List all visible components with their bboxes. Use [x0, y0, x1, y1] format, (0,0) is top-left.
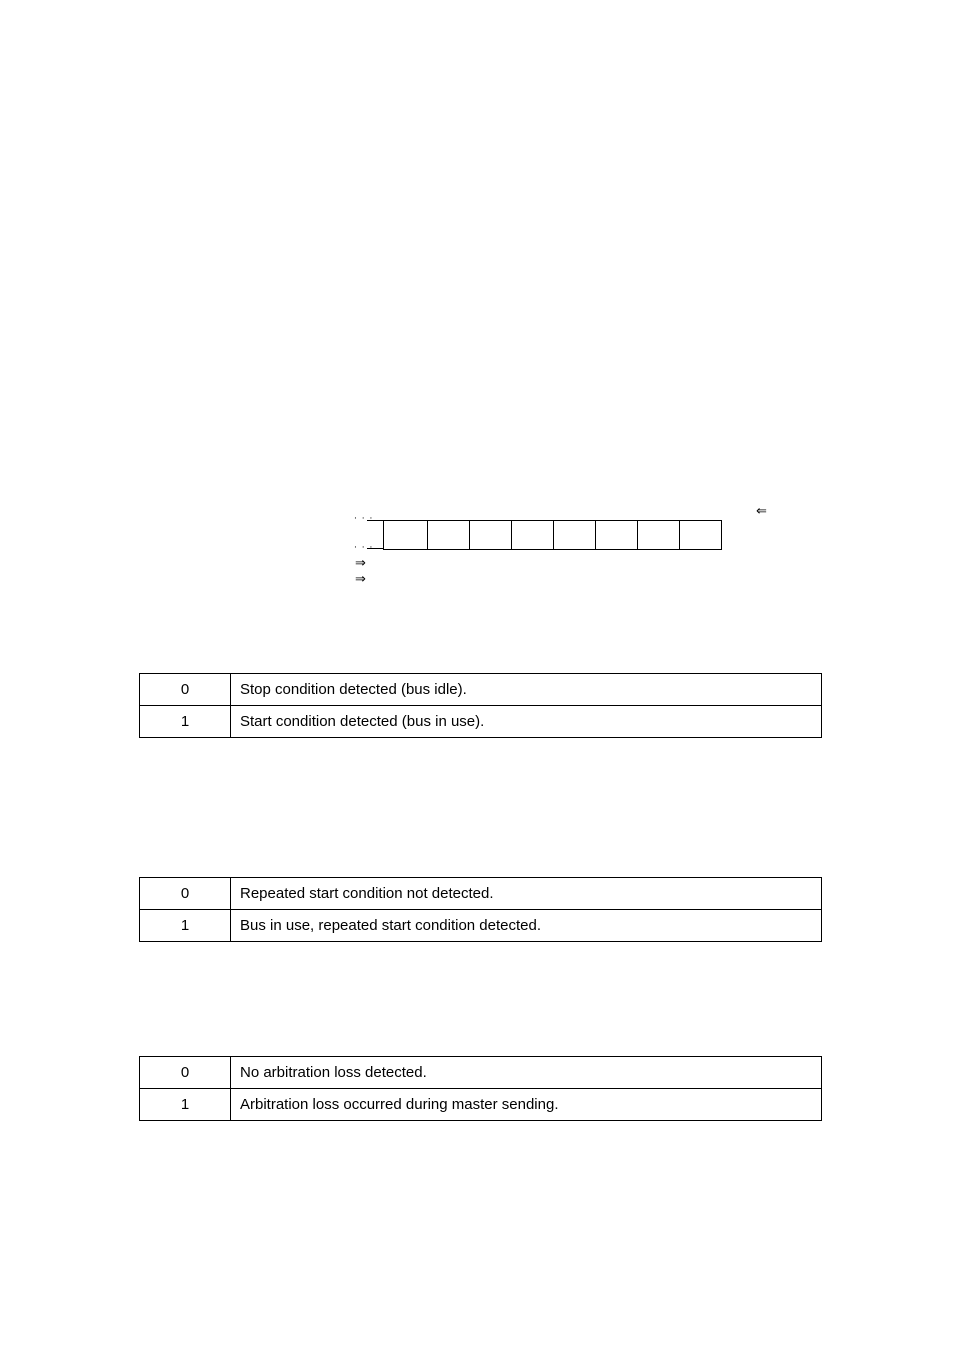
left-arrow-icon: ⇐ [756, 504, 767, 519]
table-row [140, 910, 822, 942]
arbitration-loss-table [139, 1056, 822, 1121]
bit-description: Stop condition detected (bus idle). [231, 674, 822, 706]
bit-value: 1 [140, 1089, 231, 1121]
table-row [140, 1057, 822, 1089]
ellipsis-bottom: · · · [354, 543, 374, 553]
table-row [140, 674, 822, 706]
register-stub-top [367, 520, 383, 521]
bit-value: 0 [140, 1057, 231, 1089]
register-bit-cell [512, 521, 554, 549]
register-bit-cell [384, 521, 428, 549]
bit-description: No arbitration loss detected. [231, 1057, 822, 1089]
ellipsis-top: · · · [354, 514, 374, 524]
register-stub-bottom [367, 548, 383, 549]
bit-description: Start condition detected (bus in use). [231, 706, 822, 738]
bus-status-table [139, 673, 822, 738]
bit-value: 0 [140, 878, 231, 910]
bit-value: 0 [140, 674, 231, 706]
bit-description: Repeated start condition not detected. [231, 878, 822, 910]
repeated-start-table [139, 877, 822, 942]
right-arrow-icon: ⇒ [355, 572, 366, 587]
register-bit-cell [680, 521, 722, 549]
table-row [140, 1089, 822, 1121]
register-bit-cell [596, 521, 638, 549]
register-bit-row [383, 520, 722, 550]
right-arrow-icon: ⇒ [355, 556, 366, 571]
bit-description: Bus in use, repeated start condition detected. [231, 910, 822, 942]
register-bit-cell [638, 521, 680, 549]
bit-value: 1 [140, 910, 231, 942]
bit-description: Arbitration loss occurred during master sending. [231, 1089, 822, 1121]
table-row [140, 878, 822, 910]
register-bit-cell [470, 521, 512, 549]
bit-value: 1 [140, 706, 231, 738]
register-bit-cell [554, 521, 596, 549]
register-bit-cell [428, 521, 470, 549]
table-row [140, 706, 822, 738]
